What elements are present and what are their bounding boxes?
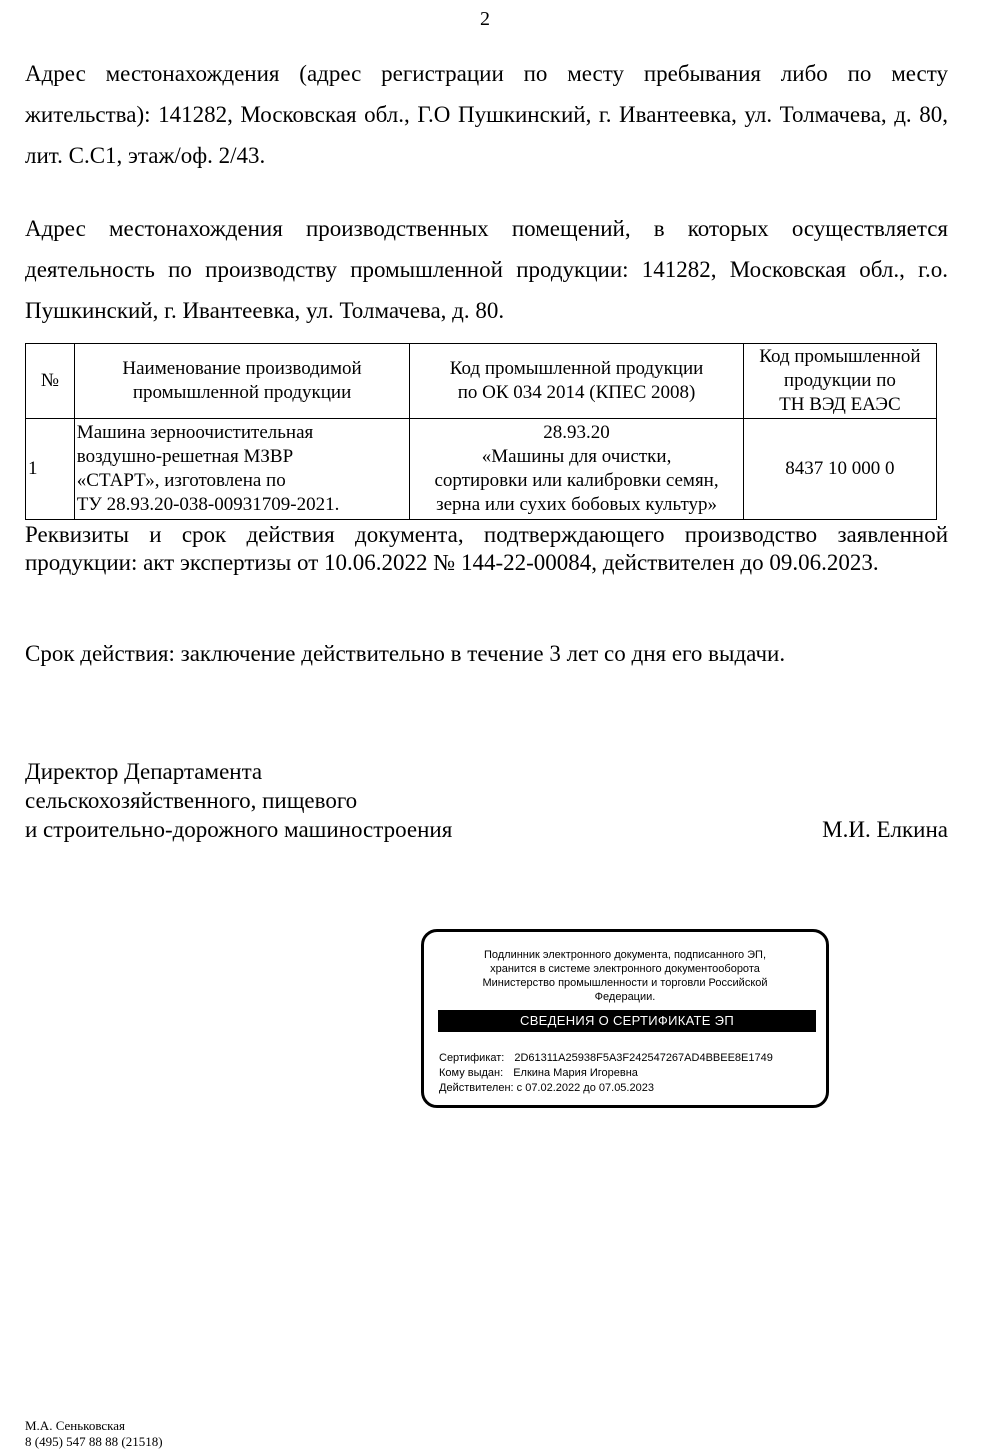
certificate-value: 2D61311A25938F5A3F242547267AD4BBEE8E1749 (514, 1052, 773, 1064)
header-line: по ОК 034 2014 (КПЕС 2008) (457, 382, 696, 403)
stamp-header-line: Подлинник электронного документа, подписанного ЭП, (483, 949, 767, 961)
certificate-row (439, 1051, 819, 1066)
valid-row (439, 1081, 819, 1096)
issued-to-label: Кому выдан: (439, 1067, 504, 1079)
signer-title-line: сельскохозяйственного, пищевого (25, 788, 358, 813)
row-tnved-code: 8437 10 000 0 (743, 419, 936, 520)
requisites-paragraph: Реквизиты и срок действия документа, подтверждающего производство заявленной продукции: акт экспертизы от 10.06.2022 № 144-22-00084, действителен до 09.06.2023. (25, 522, 948, 575)
stamp-header-line: Министерство промышленности и торговли Российской (482, 977, 768, 989)
electronic-signature-stamp (421, 929, 829, 1108)
signer-title-line: и строительно-дорожного машиностроения (25, 817, 453, 842)
registration-address-paragraph: Адрес местонахождения (адрес регистрации по месту пребывания либо по месту жительства): 141282, Московская обл., Г.О Пушкинский, г. Ивантеевка, ул. Толмачева, д. 80, лит. С.С1, этаж/оф. 2/43. (25, 61, 948, 168)
stamp-certificate-info (439, 1051, 819, 1096)
cell-line: «СТАРТ», изготовлена по (76, 470, 286, 491)
cell-line: Машина зерноочистительная (76, 422, 314, 443)
header-tnved-code (743, 344, 936, 419)
header-line: ТН ВЭД ЕАЭС (779, 394, 901, 415)
row-okpd-code (410, 419, 743, 520)
header-number: № (26, 344, 75, 419)
executor-footer (25, 1418, 163, 1450)
products-table (25, 343, 937, 520)
issued-to-row (439, 1066, 819, 1081)
stamp-header (438, 948, 812, 1004)
header-line: Код промышленной продукции (449, 358, 704, 379)
header-line: Код промышленной (759, 346, 921, 367)
executor-name: М.А. Сеньковская (25, 1418, 126, 1433)
cell-line: воздушно-решетная МЗВР (76, 446, 294, 467)
header-line: промышленной продукции (132, 382, 352, 403)
cell-line: «Машины для очистки, (481, 446, 672, 467)
cell-line: ТУ 28.93.20-038-00931709-2021. (76, 494, 340, 515)
stamp-header-line: хранится в системе электронного документооборота (490, 963, 760, 975)
page-number: 2 (480, 8, 490, 30)
table-header-row (26, 344, 937, 419)
signer-title-line: Директор Департамента (25, 759, 263, 784)
valid-label: Действителен: (439, 1082, 514, 1094)
executor-phone: 8 (495) 547 88 88 (21518) (25, 1434, 163, 1449)
issued-to-value: Елкина Мария Игоревна (513, 1067, 638, 1079)
certificate-label: Сертификат: (439, 1052, 505, 1064)
stamp-certificate-title: СВЕДЕНИЯ О СЕРТИФИКАТЕ ЭП (438, 1010, 816, 1032)
header-line: Наименование производимой (122, 358, 362, 379)
signature-block (25, 757, 948, 844)
header-line: продукции по (783, 370, 896, 391)
cell-line: зерна или сухих бобовых культур» (436, 494, 717, 515)
cell-line: 28.93.20 (543, 422, 610, 443)
production-address-paragraph: Адрес местонахождения производственных помещений, в которых осуществляется деятельность по производству промышленной продукции: 141282, Московская обл., г.о. Пушкинский, г. Ивантеевка, ул. Толмачева, д. 80. (25, 216, 948, 323)
row-product-name (74, 419, 410, 520)
validity-paragraph: Срок действия: заключение действительно в течение 3 лет со дня его выдачи. (25, 641, 786, 666)
cell-line: сортировки или калибровки семян, (434, 470, 719, 491)
header-okpd-code (410, 344, 743, 419)
header-product-name (74, 344, 410, 419)
stamp-header-line: Федерации. (594, 991, 656, 1003)
row-number: 1 (26, 419, 75, 520)
table-row (26, 419, 937, 520)
valid-value: с 07.02.2022 до 07.05.2023 (516, 1082, 654, 1094)
signer-name: М.И. Елкина (822, 817, 948, 842)
